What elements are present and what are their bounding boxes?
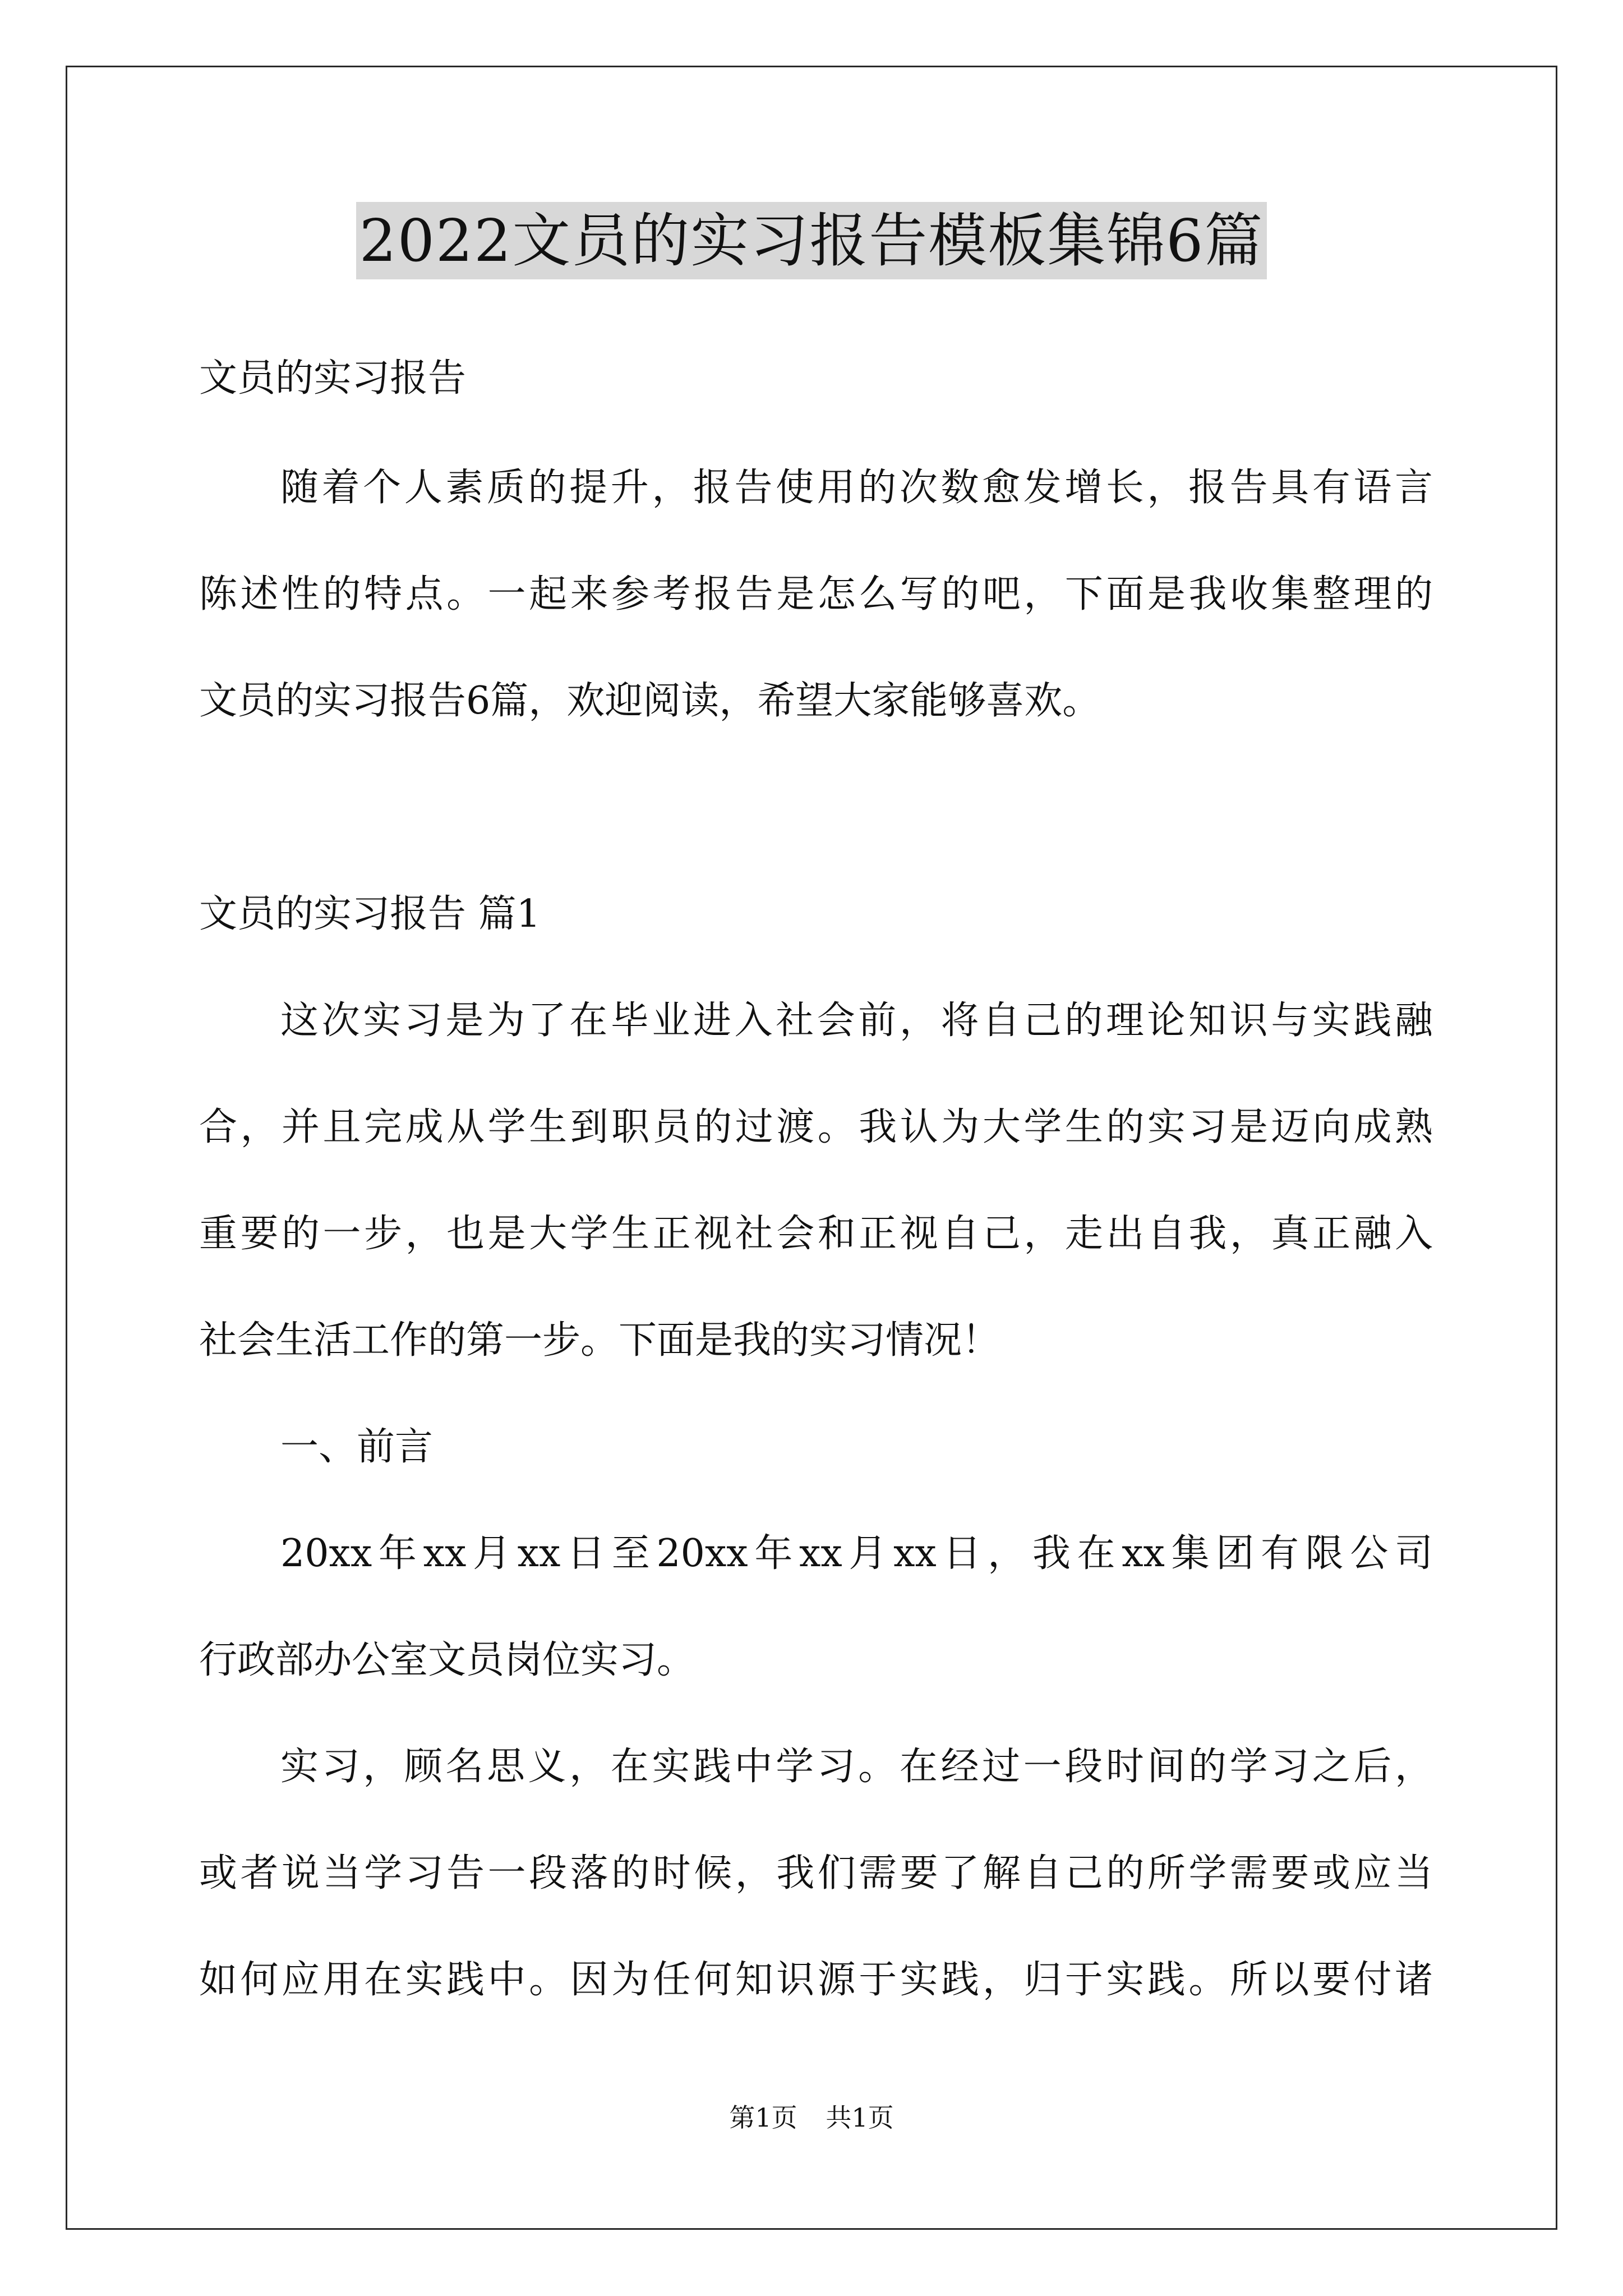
document-title: 2022文员的实习报告模板集锦6篇: [356, 202, 1267, 279]
para1-line: 重要的一步，也是大学生正视社会和正视自己，走出自我，真正融入: [199, 1212, 1433, 1256]
intro-line: 陈述性的特点。一起来参考报告是怎么写的吧，下面是我收集整理的: [199, 572, 1433, 616]
intro-line: 随着个人素质的提升，报告使用的次数愈发增长，报告具有语言: [280, 466, 1433, 510]
page-total: 共1页: [826, 2102, 894, 2133]
para1-line: 合，并且完成从学生到职员的过渡。我认为大学生的实习是迈向成熟: [199, 1105, 1433, 1149]
section-heading: 一、前言: [280, 1425, 434, 1469]
page-footer: [0, 2101, 1623, 2134]
intro-line: 文员的实习报告6篇，欢迎阅读，希望大家能够喜欢。: [199, 679, 1101, 723]
heading-part1: 文员的实习报告 篇1: [199, 892, 541, 936]
para2-line: 行政部办公室文员岗位实习。: [199, 1638, 695, 1682]
title-container: [0, 202, 1623, 279]
para1-line: 社会生活工作的第一步。下面是我的实习情况！: [199, 1318, 1000, 1363]
heading-report: 文员的实习报告: [199, 356, 467, 401]
para3-line: 或者说当学习告一段落的时候，我们需要了解自己的所学需要或应当: [199, 1851, 1433, 1895]
para2-line: 20xx年xx月xx日至20xx年xx月xx日，我在xx集团有限公司: [280, 1531, 1433, 1576]
para3-line: 如何应用在实践中。因为任何知识源于实践，归于实践。所以要付诸: [199, 1958, 1433, 2002]
para3-line: 实习，顾名思义，在实践中学习。在经过一段时间的学习之后，: [280, 1745, 1433, 1789]
para1-line: 这次实习是为了在毕业进入社会前，将自己的理论知识与实践融: [280, 999, 1433, 1043]
page-number: 第1页: [729, 2102, 797, 2133]
